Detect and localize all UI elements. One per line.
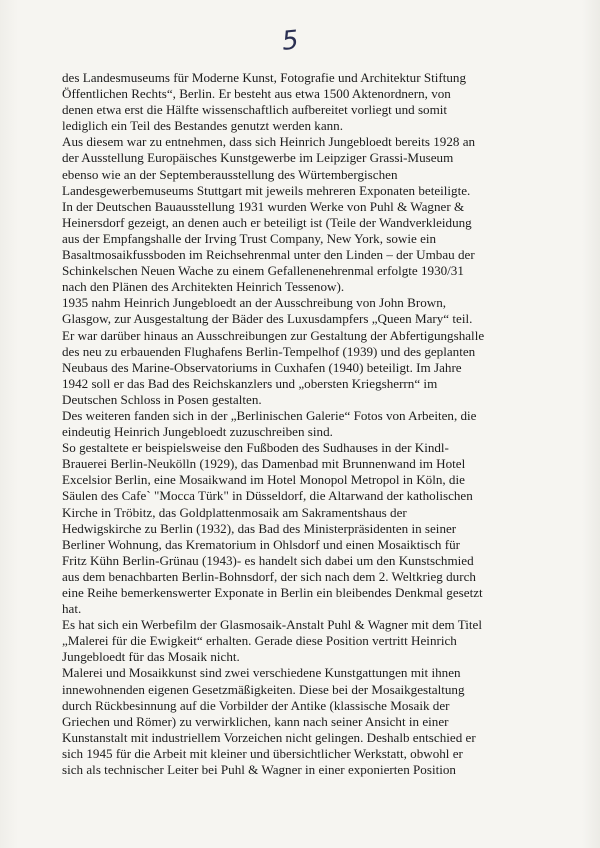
text-line: Deutschen Schloss in Posen gestalten. [62,391,262,407]
text-line: Griechen und Römer) zu verwirklichen, kann nach seiner Ansicht in einer [62,713,449,729]
text-line: Excelsior Berlin, eine Mosaikwand im Hotel Monopol Metropol in Köln, die [62,472,465,488]
text-line: Schinkelschen Neuen Wache zu einem Gefallenenehrenmal erfolgte 1930/31 [62,263,464,279]
text-line: „Malerei für die Ewigkeit“ erhalten. Gerade diese Position vertritt Heinrich [62,633,457,649]
text-line: aus dem benachbarten Berlin-Bohnsdorf, der sich nach dem 2. Weltkrieg durch [62,568,476,584]
text-line: innewohnenden eigenen Gesetzmäßigkeiten. Diese bei der Mosaikgestaltung [62,681,465,697]
text-line: denen etwa erst die Hälfte wissenschaftlich aufbereitet vorliegt und somit [62,102,448,118]
text-line: aus der Empfangshalle der Irving Trust Company, New York, sowie ein [62,230,437,246]
text-line: Berliner Wohnung, das Krematorium in Ohlsdorf und einen Mosaiktisch für [62,536,460,552]
text-line: Säulen des Cafe` "Mocca Türk" in Düsseldorf, die Altarwand der katholischen [62,488,473,504]
text-line: Kunstanstalt mit industriellem Vorzeichen nicht gelingen. Deshalb entschied er [62,729,476,745]
text-line: 1942 soll er das Bad des Reichskanzlers und „obersten Kriegsherrn“ im [62,375,438,391]
text-line: des neu zu erbauenden Flughafens Berlin-Tempelhof (1939) und des geplanten [62,343,476,359]
text-line: Jungebloedt für das Mosaik nicht. [62,649,240,665]
text-line: Kirche in Tröbitz, das Goldplattenmosaik am Sakramentshaus der [62,504,407,520]
text-line: Basaltmosaikfussboden im Reichsehrenmal unter den Linden – der Umbau der [62,247,475,263]
text-line: Brauerei Berlin-Neukölln (1929), das Damenbad mit Brunnenwand im Hotel [62,456,466,472]
text-line: Aus diesem war zu entnehmen, dass sich Heinrich Jungebloedt bereits 1928 an [62,134,476,150]
text-line: der Ausstellung Europäisches Kunstgewerbe im Leipziger Grassi-Museum [62,150,454,166]
text-line: eindeutig Heinrich Jungebloedt zuzuschreiben sind. [62,424,333,440]
body-text [62,70,542,778]
text-line: sich 1945 für die Arbeit mit kleiner und übersichtlicher Werkstatt, obwohl er [62,745,463,761]
text-line: des Landesmuseums für Moderne Kunst, Fotografie und Architektur Stiftung [62,70,467,85]
text-line: Landesgewerbemuseums Stuttgart mit jeweils mehreren Exponaten beteiligte. [62,182,471,198]
text-line: Er war darüber hinaus an Ausschreibungen zur Gestaltung der Abfertigungshalle [62,327,485,343]
text-line: Es hat sich ein Werbefilm der Glasmosaik-Anstalt Puhl & Wagner mit dem Titel [62,617,482,633]
text-line: lediglich ein Teil des Bestandes genutzt werden kann. [62,118,344,134]
text-line: sich als technischer Leiter bei Puhl & Wagner in einer exponierten Position [62,762,456,778]
text-line: ebenso wie an der Septemberausstellung des Würtembergischen [62,166,398,182]
text-line: eine Reihe bemerkenswerter Exponate in Berlin ein bleibendes Denkmal gesetzt [62,585,483,600]
text-line: Glasgow, zur Ausgestaltung der Bäder des Luxusdampfers „Queen Mary“ teil. [62,311,473,327]
text-line: 1935 nahm Heinrich Jungebloedt an der Ausschreibung von John Brown, [62,295,447,311]
text-line: Neubaus des Marine-Observatoriums in Cuxhafen (1940) beteiligt. Im Jahre [62,359,462,375]
text-line: durch Rückbesinnung auf die Vorbilder der Antike (klassische Mosaik der [62,697,450,713]
text-line: In der Deutschen Bauausstellung 1931 wurden Werke von Puhl & Wagner & [62,198,465,214]
text-line: Hedwigskirche zu Berlin (1932), das Bad des Ministerpräsidenten in seiner [62,520,457,536]
text-line: Fritz Kühn Berlin-Grünau (1943)- es handelt sich dabei um den Kunstschmied [62,552,474,568]
text-line: Öffentlichen Rechts“, Berlin. Er besteht aus etwa 1500 Aktenordnern, von [62,86,451,102]
text-line: Des weiteren fanden sich in der „Berlinischen Galerie“ Fotos von Arbeiten, die [62,407,477,423]
text-line: Heinersdorf gezeigt, an denen auch er beteiligt ist (Teile der Wandverkleidung [62,214,472,230]
page-number: 5 [280,25,301,57]
text-line: nach den Plänen des Architekten Heinrich Tessenow). [62,279,345,295]
text-line: hat. [62,601,82,617]
text-line: So gestaltete er beispielsweise den Fußboden des Sudhauses in der Kindl- [62,440,449,456]
text-line: Malerei und Mosaikkunst sind zwei verschiedene Kunstgattungen mit ihnen [62,665,461,681]
